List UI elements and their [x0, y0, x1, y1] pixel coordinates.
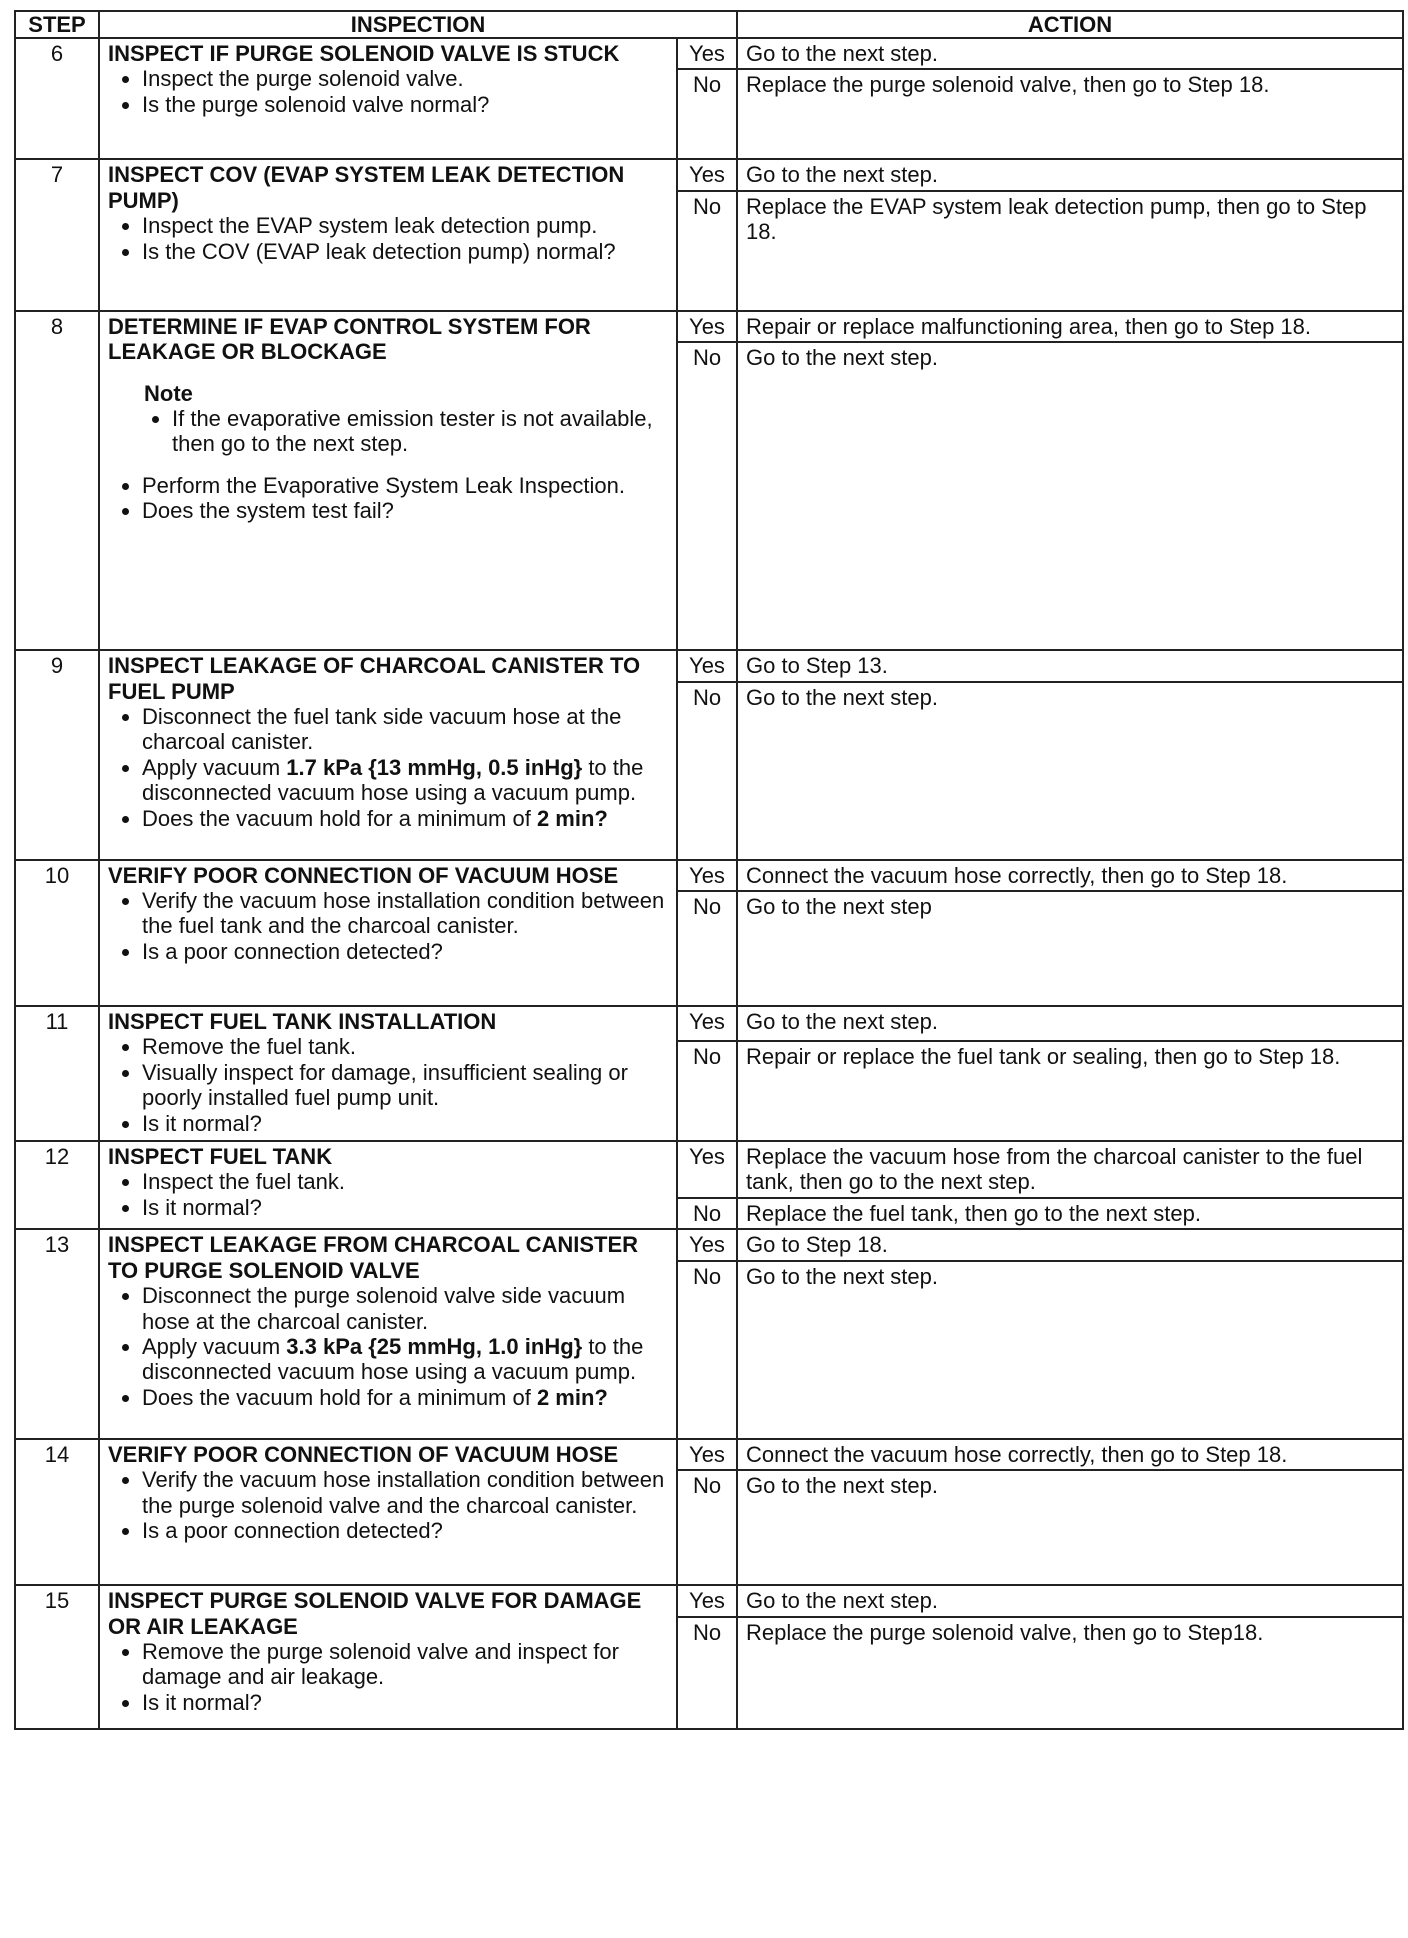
list-item: • Does the system test fail? — [142, 498, 670, 523]
inspection-title: INSPECT COV (EVAP SYSTEM LEAK DETECTION PUMP) — [108, 162, 625, 213]
inspection-cell — [99, 1439, 677, 1585]
list-item-text: Does the vacuum hold for a minimum of — [142, 1384, 537, 1410]
time-spec: 2 min? — [536, 1384, 608, 1410]
no-action: Replace the purge solenoid valve, then go to Step 18. — [737, 69, 1403, 159]
inspection-title: INSPECT LEAKAGE FROM CHARCOAL CANISTER TO PURGE SOLENOID VALVE — [108, 1232, 639, 1283]
list-item: • Inspect the EVAP system leak detection pump. — [142, 213, 670, 238]
no-label: No — [677, 69, 737, 159]
yes-label: Yes — [677, 1006, 737, 1041]
diagnostic-table — [14, 10, 1404, 1730]
yes-label: Yes — [677, 1141, 737, 1198]
inspection-cell — [99, 650, 677, 859]
yes-action: Go to the next step. — [737, 38, 1403, 69]
table-row — [15, 1229, 1403, 1260]
diagnostic-procedure-page — [14, 10, 1402, 1730]
inspection-cell — [99, 38, 677, 159]
step-number: 6 — [15, 38, 99, 159]
no-label: No — [677, 1470, 737, 1585]
table-row — [15, 159, 1403, 190]
no-action: Repair or replace the fuel tank or sealing, then go to Step 18. — [737, 1041, 1403, 1141]
yes-label: Yes — [677, 38, 737, 69]
inspection-list — [108, 1283, 670, 1410]
inspection-list — [108, 704, 670, 831]
inspection-title: DETERMINE IF EVAP CONTROL SYSTEM FOR LEAKAGE OR BLOCKAGE — [108, 313, 591, 365]
inspection-list — [108, 1467, 670, 1543]
yes-label: Yes — [677, 1439, 737, 1470]
table-row — [15, 1006, 1403, 1041]
table-row — [15, 860, 1403, 891]
inspection-title: INSPECT PURGE SOLENOID VALVE FOR DAMAGE OR AIR LEAKAGE — [108, 1588, 642, 1639]
inspection-cell — [99, 1585, 677, 1728]
step-number: 14 — [15, 1439, 99, 1585]
yes-action: Go to the next step. — [737, 1585, 1403, 1616]
step-number: 11 — [15, 1006, 99, 1141]
yes-action: Connect the vacuum hose correctly, then go to Step 18. — [737, 1439, 1403, 1470]
no-label: No — [677, 191, 737, 311]
no-label: No — [677, 891, 737, 1006]
yes-action: Connect the vacuum hose correctly, then go to Step 18. — [737, 860, 1403, 891]
list-item — [142, 1385, 670, 1410]
inspection-list — [108, 66, 670, 117]
no-label: No — [677, 1198, 737, 1229]
no-action: Go to the next step. — [737, 1470, 1403, 1585]
step-number: 15 — [15, 1585, 99, 1728]
note-title: Note — [144, 380, 193, 406]
list-item: • Is the purge solenoid valve normal? — [142, 92, 670, 117]
yes-label: Yes — [677, 159, 737, 190]
table-header-row — [15, 11, 1403, 38]
list-item: • Is it normal? — [142, 1111, 670, 1136]
step-number: 8 — [15, 311, 99, 650]
list-item-text: to the disconnected vacuum hose using a vacuum pump. — [142, 754, 644, 806]
yes-action: Go to the next step. — [737, 1006, 1403, 1041]
no-action: Go to the next step. — [737, 342, 1403, 650]
yes-action: Replace the vacuum hose from the charcoal canister to the fuel tank, then go to the next step. — [737, 1141, 1403, 1198]
step-number: 13 — [15, 1229, 99, 1438]
list-item: • Is the COV (EVAP leak detection pump) normal? — [142, 239, 670, 264]
inspection-cell — [99, 311, 677, 650]
no-action: Go to the next step — [737, 891, 1403, 1006]
no-label: No — [677, 1041, 737, 1141]
no-label: No — [677, 342, 737, 650]
table-row — [15, 1141, 1403, 1198]
list-item: • Verify the vacuum hose installation condition between the fuel tank and the charcoal canister. — [142, 888, 670, 939]
table-row — [15, 38, 1403, 69]
yes-action: Go to Step 13. — [737, 650, 1403, 681]
list-item-text: Apply vacuum — [142, 754, 287, 780]
inspection-column-header: INSPECTION — [99, 11, 737, 38]
yes-label: Yes — [677, 860, 737, 891]
list-item: • Is a poor connection detected? — [142, 1518, 670, 1543]
table-row — [15, 1439, 1403, 1470]
inspection-title: VERIFY POOR CONNECTION OF VACUUM HOSE — [108, 862, 619, 888]
step-number: 7 — [15, 159, 99, 310]
list-item-text: Apply vacuum — [142, 1333, 287, 1359]
step-number: 9 — [15, 650, 99, 859]
list-item — [142, 1334, 670, 1385]
no-action: Go to the next step. — [737, 1261, 1403, 1439]
list-item — [142, 755, 670, 806]
no-action: Replace the EVAP system leak detection pump, then go to Step 18. — [737, 191, 1403, 311]
list-item-text: to the disconnected vacuum hose using a vacuum pump. — [142, 1333, 644, 1385]
inspection-title: INSPECT LEAKAGE OF CHARCOAL CANISTER TO FUEL PUMP — [108, 653, 641, 704]
list-item-text: Does the vacuum hold for a minimum of — [142, 805, 537, 831]
inspection-title: INSPECT FUEL TANK — [108, 1144, 333, 1170]
inspection-title: VERIFY POOR CONNECTION OF VACUUM HOSE — [108, 1441, 619, 1467]
no-label: No — [677, 1617, 737, 1729]
note-box — [144, 381, 670, 457]
yes-label: Yes — [677, 311, 737, 342]
inspection-cell — [99, 1141, 677, 1229]
inspection-list — [108, 473, 670, 524]
inspection-list — [108, 213, 670, 264]
no-label: No — [677, 682, 737, 860]
no-action: Replace the fuel tank, then go to the next step. — [737, 1198, 1403, 1229]
list-item: • Remove the purge solenoid valve and inspect for damage and air leakage. — [142, 1639, 670, 1690]
yes-action: Go to the next step. — [737, 159, 1403, 190]
action-column-header: ACTION — [737, 11, 1403, 38]
table-row — [15, 650, 1403, 681]
yes-label: Yes — [677, 650, 737, 681]
list-item: • If the evaporative emission tester is not available, then go to the next step. — [172, 406, 670, 457]
list-item — [142, 806, 670, 831]
no-action: Replace the purge solenoid valve, then go to Step18. — [737, 1617, 1403, 1729]
list-item: • Inspect the purge solenoid valve. — [142, 66, 670, 91]
table-row — [15, 311, 1403, 342]
list-item: • Inspect the fuel tank. — [142, 1169, 670, 1194]
list-item: • Verify the vacuum hose installation condition between the purge solenoid valve and the charcoal canister. — [142, 1467, 670, 1518]
inspection-cell — [99, 159, 677, 310]
step-number: 10 — [15, 860, 99, 1006]
vacuum-spec: 1.7 kPa {13 mmHg, 0.5 inHg} — [286, 754, 583, 780]
inspection-title: INSPECT FUEL TANK INSTALLATION — [108, 1009, 497, 1035]
inspection-cell — [99, 1229, 677, 1438]
list-item: • Disconnect the purge solenoid valve side vacuum hose at the charcoal canister. — [142, 1283, 670, 1334]
yes-action: Repair or replace malfunctioning area, then go to Step 18. — [737, 311, 1403, 342]
step-number: 12 — [15, 1141, 99, 1229]
time-spec: 2 min? — [536, 805, 608, 831]
list-item: • Is it normal? — [142, 1195, 670, 1220]
list-item: • Perform the Evaporative System Leak Inspection. — [142, 473, 670, 498]
yes-action: Go to Step 18. — [737, 1229, 1403, 1260]
list-item: • Disconnect the fuel tank side vacuum hose at the charcoal canister. — [142, 704, 670, 755]
inspection-cell — [99, 860, 677, 1006]
inspection-list — [108, 1639, 670, 1715]
list-item: • Remove the fuel tank. — [142, 1034, 670, 1059]
step-column-header: STEP — [15, 11, 99, 38]
list-item: • Is it normal? — [142, 1690, 670, 1715]
inspection-title: INSPECT IF PURGE SOLENOID VALVE IS STUCK — [108, 41, 620, 66]
yes-label: Yes — [677, 1229, 737, 1260]
list-item: • Visually inspect for damage, insufficient sealing or poorly installed fuel pump unit. — [142, 1060, 670, 1111]
inspection-list — [108, 1169, 670, 1220]
inspection-cell — [99, 1006, 677, 1141]
inspection-list — [108, 888, 670, 964]
yes-label: Yes — [677, 1585, 737, 1616]
table-row — [15, 1585, 1403, 1616]
list-item: • Is a poor connection detected? — [142, 939, 670, 964]
inspection-list — [108, 1034, 670, 1136]
no-action: Go to the next step. — [737, 682, 1403, 860]
note-list — [144, 406, 670, 457]
no-label: No — [677, 1261, 737, 1439]
vacuum-spec: 3.3 kPa {25 mmHg, 1.0 inHg} — [286, 1333, 583, 1359]
